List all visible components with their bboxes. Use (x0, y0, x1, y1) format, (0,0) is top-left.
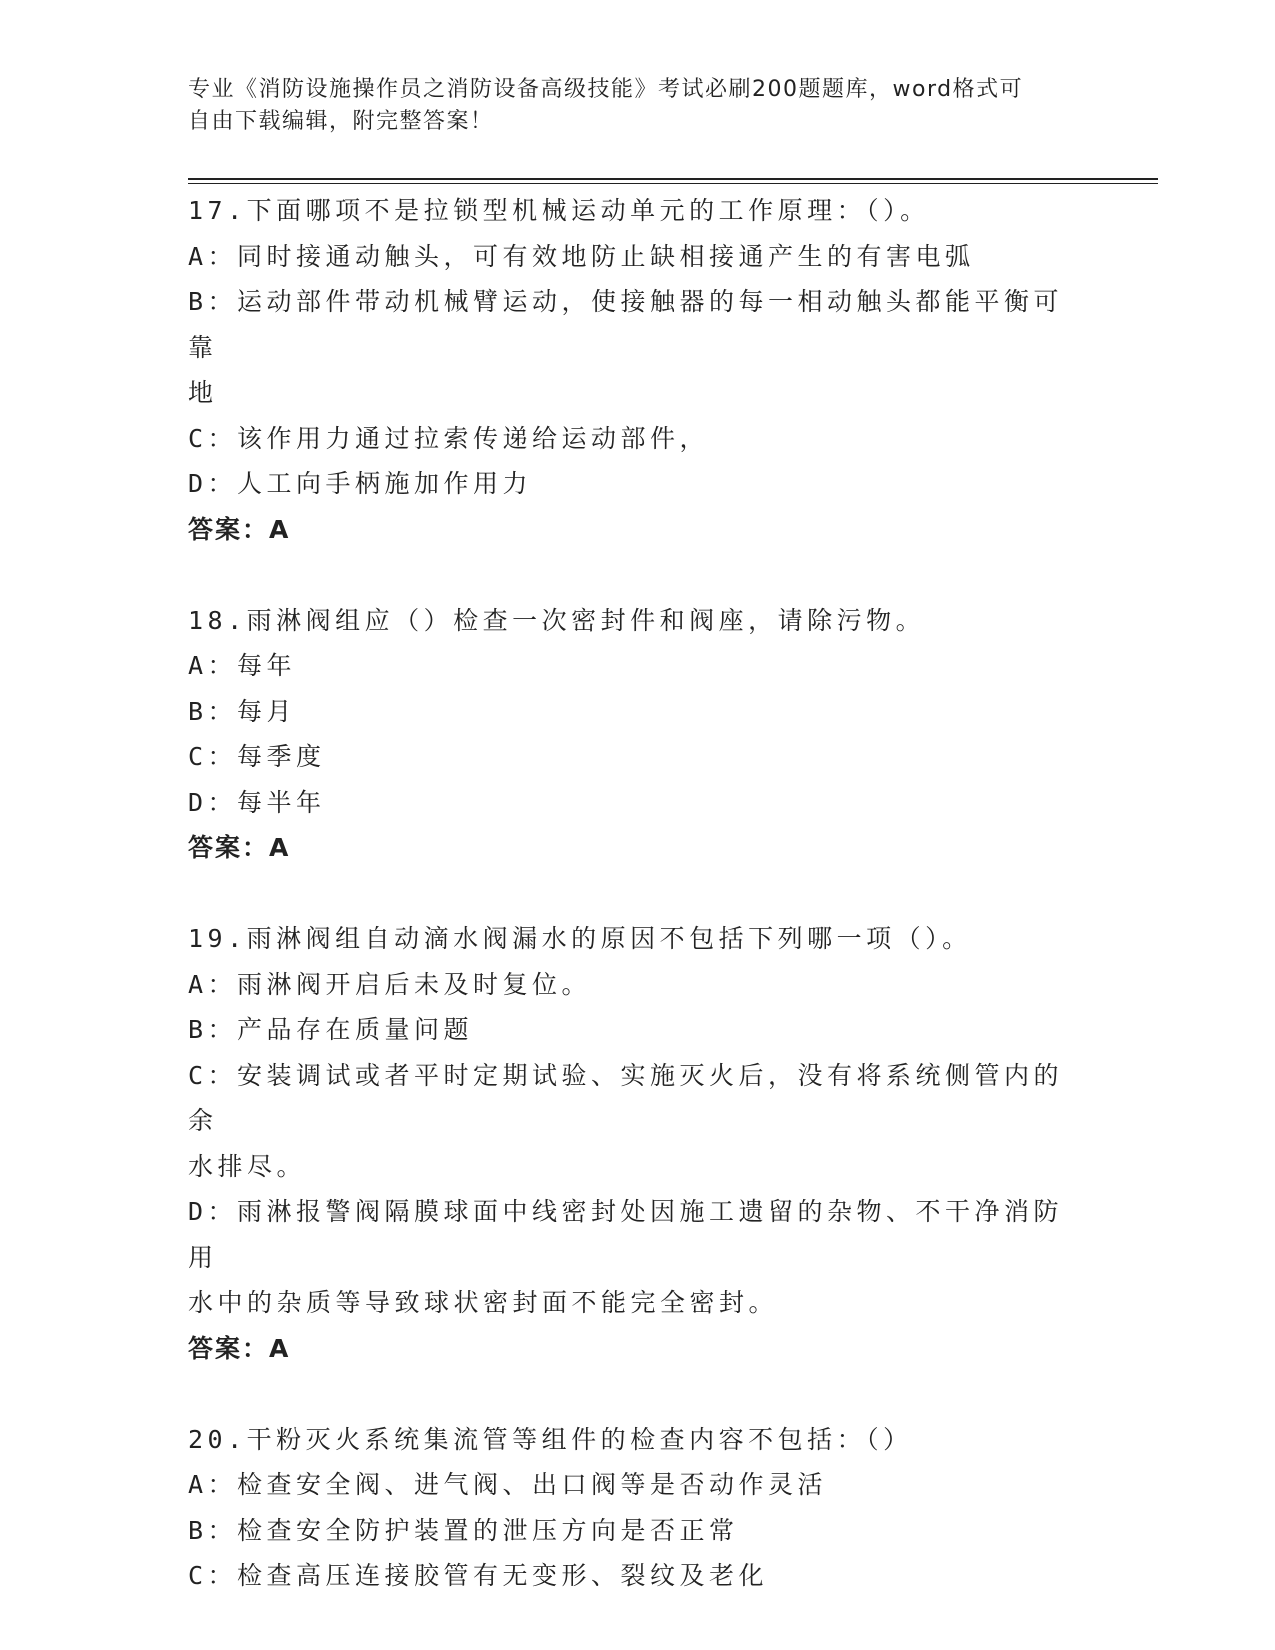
question-text: 17.下面哪项不是拉锁型机械运动单元的工作原理：（）。 (188, 196, 930, 225)
option-d: D：雨淋报警阀隔膜球面中线密封处因施工遗留的杂物、不干净消防用 (188, 1197, 1064, 1272)
option-b-continued: 地 (188, 378, 218, 407)
option-c: C：检查高压连接胶管有无变形、裂纹及老化 (188, 1561, 769, 1590)
option-b: B：检查安全防护装置的泄压方向是否正常 (188, 1515, 739, 1545)
question-list (188, 188, 1088, 1599)
header-title-line-1: 专业《消防设施操作员之消防设备高级技能》考试必刷200题题库，word格式可 (188, 77, 1024, 102)
question-text: 18.雨淋阀组应（）检查一次密封件和阀座，请除污物。 (188, 605, 926, 635)
header-divider-thin (188, 183, 1158, 184)
option-c: C：安装调试或者平时定期试验、实施灭火后，没有将系统侧管内的余 (188, 1060, 1064, 1135)
header-divider-thick (188, 178, 1158, 180)
question-20 (188, 1417, 1088, 1599)
question-19 (188, 916, 1088, 1371)
option-a: A：雨淋阀开启后未及时复位。 (188, 969, 592, 999)
option-b: B：产品存在质量问题 (188, 1015, 474, 1044)
option-d: D：每半年 (188, 787, 326, 817)
option-a: A：每年 (188, 651, 297, 680)
document-header (188, 74, 1108, 138)
option-d-continued: 水中的杂质等导致球状密封面不能完全密封。 (188, 1288, 779, 1317)
option-c: C：每季度 (188, 742, 326, 771)
option-b: B：运动部件带动机械臂运动，使接触器的每一相动触头都能平衡可靠 (188, 287, 1064, 362)
option-a: A：检查安全阀、进气阀、出口阀等是否动作灵活 (188, 1470, 828, 1499)
option-b: B：每月 (188, 696, 297, 726)
answer-label: 答案：A (188, 1333, 291, 1363)
option-c: C：该作用力通过拉索传递给运动部件， (188, 423, 710, 453)
answer-label: 答案：A (188, 514, 291, 544)
question-18 (188, 598, 1088, 871)
header-title-line-2: 自由下载编辑，附完整答案！ (188, 109, 494, 134)
question-text: 19.雨淋阀组自动滴水阀漏水的原因不包括下列哪一项（）。 (188, 924, 972, 953)
question-text: 20.干粉灭火系统集流管等组件的检查内容不包括：（） (188, 1424, 913, 1454)
option-c-continued: 水排尽。 (188, 1151, 307, 1181)
answer-label: 答案：A (188, 833, 291, 862)
option-d: D：人工向手柄施加作用力 (188, 469, 533, 498)
option-a: A：同时接通动触头，可有效地防止缺相接通产生的有害电弧 (188, 241, 975, 271)
question-17 (188, 188, 1088, 552)
